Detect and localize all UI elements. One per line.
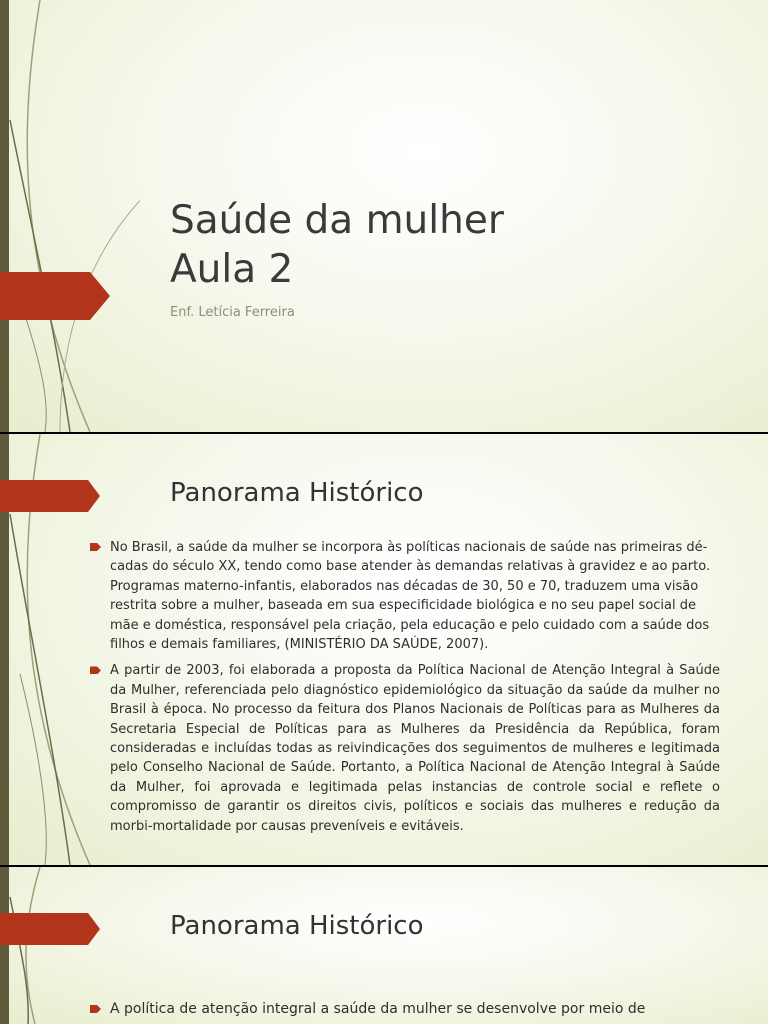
list-item bbox=[90, 661, 720, 836]
slide-heading: Panorama Histórico bbox=[170, 911, 424, 941]
title-line-2: Aula 2 bbox=[170, 247, 294, 292]
heading-accent-tab bbox=[0, 480, 100, 512]
arrow-bullet-icon bbox=[90, 1005, 101, 1013]
presentation-title bbox=[170, 196, 504, 294]
arrow-bullet-icon bbox=[90, 666, 101, 674]
title-accent-tab bbox=[0, 272, 110, 320]
bullet-list bbox=[90, 538, 720, 843]
slide-title bbox=[0, 0, 768, 432]
arrow-bullet-icon bbox=[90, 543, 101, 551]
list-item bbox=[90, 1000, 720, 1019]
slide-panorama-1 bbox=[0, 434, 768, 865]
title-line-1: Saúde da mulher bbox=[170, 198, 504, 243]
author-subtitle: Enf. Letícia Ferreira bbox=[170, 305, 295, 320]
bullet-text: A política de atenção integral a saúde da mulher se desenvolve por meio de bbox=[110, 1001, 646, 1017]
bullet-text: No Brasil, a saúde da mulher se incorpora às políticas nacionais de saúde nas primeiras dé-cadas do século XX, tendo como base atender às demandas relativas à gravidez e ao parto. Programas materno-infantis, elaborados nas décadas de 30, 50 e 70, traduzem uma visão restrita sobre a mulher, baseada em sua especificidade biológica e no seu papel social de mãe e doméstica, responsável pela criação, pela educação e pelo cuidado com a saúde dos filhos e demais familiares, (MINISTÉRIO DA SAÚDE, 2007). bbox=[110, 540, 711, 653]
heading-accent-tab bbox=[0, 913, 100, 945]
slide-panorama-2 bbox=[0, 867, 768, 1024]
bullet-text: A partir de 2003, foi elaborada a proposta da Política Nacional de Atenção Integral à Saúde da Mulher, referenciada pelo diagnóstico epidemiológico da situação da saúde da mulher no Brasil à época. No processo da feitura dos Planos Nacionais de Políticas para as Mulheres da Secretaria Especial de Políticas para as Mulheres da Presidência da República, foram consideradas e incluídas todas as reivindicações dos seguimentos de mulheres e legitimada pelo Conselho Nacional de Saúde. Portanto, a Política Nacional de Atenção Integral à Saúde da Mulher, foi aprovada e legitimada pelas instancias de controle social e reflete o compromisso de garantir os direitos civis, políticos e sociais das mulheres e redução da morbi-mortalidade por causas preveníveis e evitáveis. bbox=[110, 663, 720, 834]
list-item bbox=[90, 538, 720, 654]
slide-heading: Panorama Histórico bbox=[170, 478, 424, 508]
decorative-curves bbox=[0, 0, 140, 432]
bullet-list bbox=[90, 1000, 720, 1024]
